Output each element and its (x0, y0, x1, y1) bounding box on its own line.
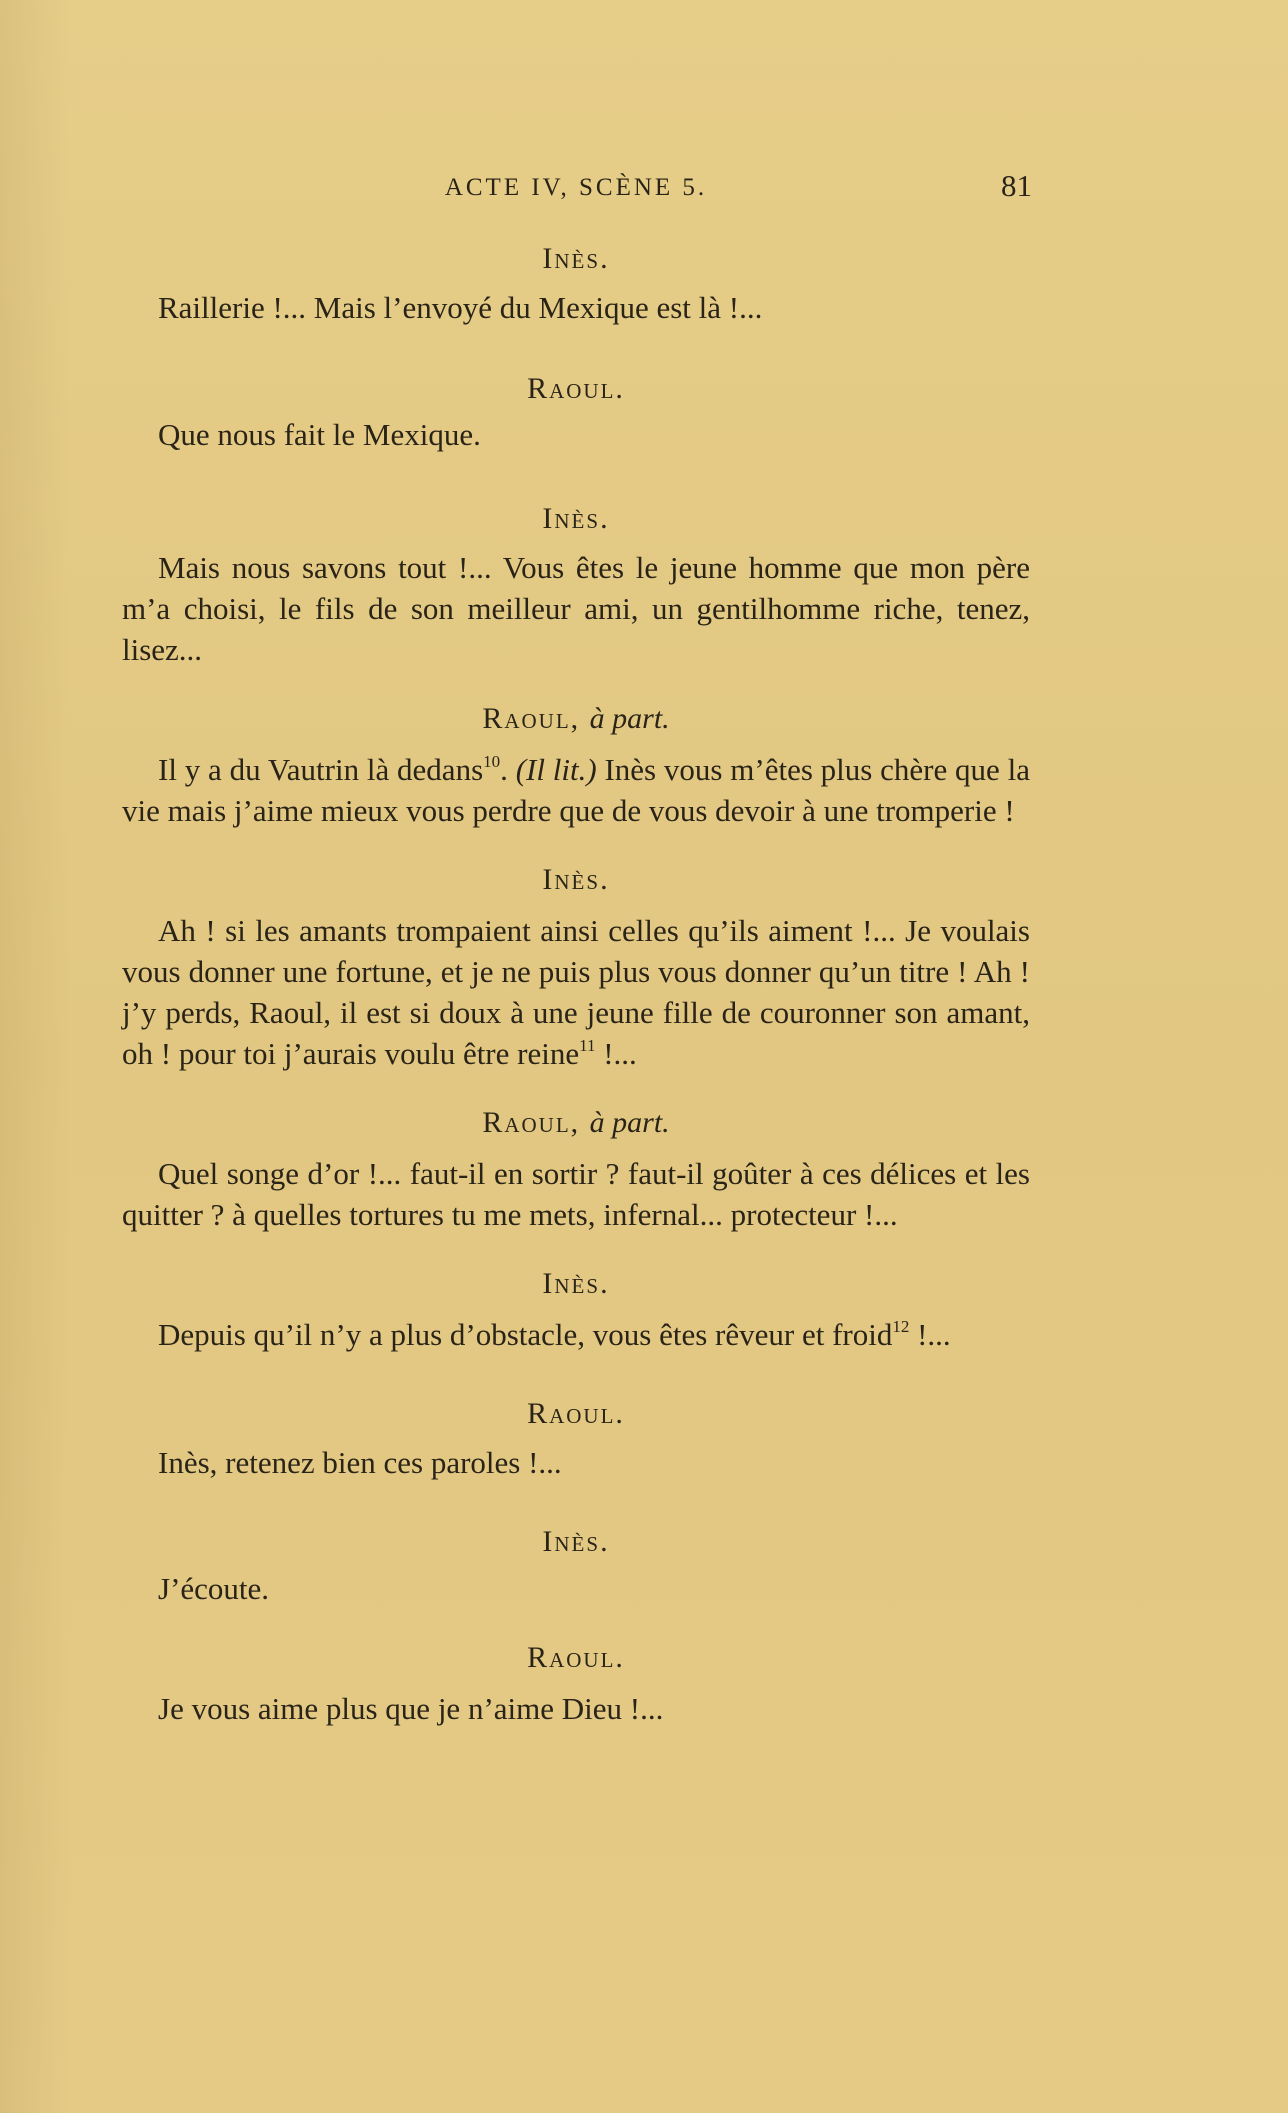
speech-text: Inès vous m’êtes plus chère que la vie mais j’aime mieux vous perdre que de vous devoir à une tromperie ! (122, 752, 1030, 828)
speech-text: !... (909, 1317, 951, 1352)
punctuation: . (500, 752, 516, 787)
footnote-ref: 12 (892, 1317, 910, 1336)
speaker-name: Raoul. (527, 1641, 625, 1674)
speaker-name: Inès. (542, 502, 610, 535)
speech-line: J’écoute. (158, 1571, 270, 1606)
speech-line: Quel songe d’or !... faut-il en sortir ? faut-il goûter à ces délices et les quitter ? à quelles tortures tu me mets, infernal... protecteur !... (122, 1156, 1030, 1232)
speaker-heading (122, 698, 1030, 739)
speaker-heading (122, 1102, 1030, 1143)
speech-text: !... (595, 1036, 637, 1071)
aside-direction: à part. (589, 702, 670, 735)
speaker-name: Raoul, (482, 1106, 581, 1139)
play-text (122, 232, 1030, 1729)
aside-direction: à part. (589, 1106, 670, 1139)
speaker-name: Inès. (542, 1525, 610, 1558)
speech-line: Inès, retenez bien ces paroles !... (158, 1445, 562, 1480)
speaker-name: Raoul. (527, 1397, 625, 1430)
speech-line (122, 1314, 1030, 1355)
speech-line (122, 749, 1030, 831)
speech-line: Mais nous savons tout !... Vous êtes le jeune homme que mon père m’a choisi, le fils de son meilleur ami, un gentilhomme riche, tenez, lisez... (122, 550, 1030, 667)
footnote-ref: 11 (579, 1036, 596, 1055)
running-title: ACTE IV, SCÈNE 5. (444, 174, 708, 201)
speech-line: Raillerie !... Mais l’envoyé du Mexique est là !... (158, 290, 763, 325)
page-number: 81 (1001, 168, 1032, 203)
page-header (120, 168, 1032, 212)
speech-text: Ah ! si les amants trompaient ainsi celles qu’ils aiment !... Je voulais vous donner une fortune, et je ne puis plus vous donner qu’un titre ! Ah ! j’y perds, Raoul, il est si doux à une jeune fille de couronner son amant, oh ! pour toi j’aurais voulu être reine (122, 913, 1030, 1071)
footnote-ref: 10 (483, 752, 501, 771)
speech-text: Depuis qu’il n’y a plus d’obstacle, vous êtes rêveur et froid (158, 1317, 893, 1352)
speaker-name: Inès. (542, 863, 610, 896)
speech-line (122, 910, 1030, 1074)
speech-line: Que nous fait le Mexique. (158, 417, 481, 452)
speaker-name: Inès. (542, 242, 610, 275)
speaker-name: Raoul. (527, 372, 625, 405)
speaker-name: Raoul, (482, 702, 581, 735)
speaker-name: Inès. (542, 1267, 610, 1300)
speech-line: Je vous aime plus que je n’aime Dieu !... (158, 1691, 664, 1726)
stage-direction: (Il lit.) (515, 752, 597, 787)
speech-text: Il y a du Vautrin là dedans (158, 752, 484, 787)
